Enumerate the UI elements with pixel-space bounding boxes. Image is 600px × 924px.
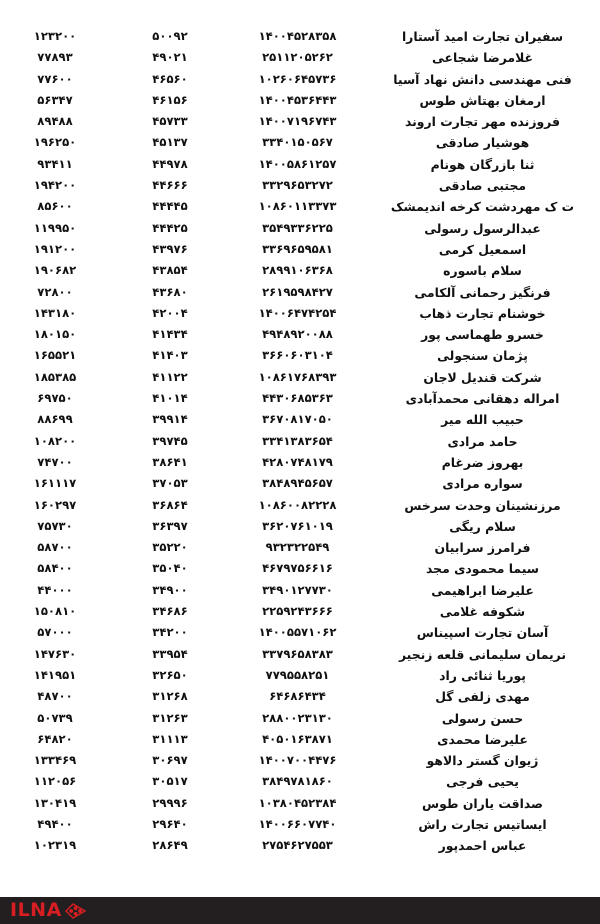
cell-value-b: ۳۸۶۴۱ — [152, 454, 188, 469]
cell-national-id: ۳۳۷۹۶۵۸۳۸۳ — [262, 646, 333, 661]
cell-value-a: ۱۵۰۸۱۰ — [33, 604, 77, 619]
cell-value-a: ۱۱۲۰۵۶ — [33, 774, 77, 789]
cell-value-b: ۴۱۴۳۴ — [152, 327, 188, 342]
cell-value-b: ۴۴۹۷۸ — [152, 156, 188, 171]
cell-name: خوشنام تجارت ذهاب — [419, 305, 546, 321]
cell-name: امراله دهقانی محمدآبادی — [405, 391, 560, 407]
cell-value-a: ۵۰۷۳۹ — [37, 710, 73, 725]
cell-value-a: ۸۹۴۸۸ — [37, 114, 73, 129]
cell-name: مجتبی صادقی — [438, 178, 527, 194]
cell-value-a: ۴۸۷۰۰ — [37, 689, 73, 704]
cell-name: فروزنده مهر تجارت اروند — [405, 114, 560, 130]
table-row — [0, 90, 600, 111]
cell-name: صداقت یاران طوس — [421, 795, 544, 811]
cell-name: ارمغان بهتاش طوس — [419, 92, 546, 108]
cell-value-b: ۴۹۰۲۱ — [152, 50, 188, 65]
cell-name: حسن رسولی — [441, 710, 524, 726]
cell-name: فنی مهندسی دانش نهاد آسیا — [393, 71, 572, 87]
table-row — [0, 558, 600, 579]
table-row — [0, 686, 600, 707]
cell-national-id: ۱۴۰۰۷۱۹۶۷۴۳ — [258, 114, 337, 129]
cell-value-a: ۵۸۷۰۰ — [37, 540, 73, 555]
cell-value-a: ۱۸۰۱۵۰ — [33, 327, 77, 342]
cell-value-b: ۴۴۶۶۶ — [152, 178, 188, 193]
cell-value-b: ۵۰۰۹۲ — [152, 29, 188, 43]
cell-national-id: ۷۷۹۵۵۸۲۵۱ — [265, 667, 330, 682]
cell-value-a: ۱۹۶۲۵۰ — [33, 135, 77, 150]
table-row — [0, 303, 600, 324]
cell-national-id: ۱۴۰۰۷۰۰۴۴۷۶ — [258, 753, 337, 768]
cell-national-id: ۳۶۲۰۷۶۱۰۱۹ — [262, 518, 333, 533]
cell-value-b: ۳۴۲۰۰ — [152, 625, 188, 640]
cell-national-id: ۱۴۰۰۶۶۰۷۷۴۰ — [258, 816, 337, 831]
cell-value-b: ۲۸۶۴۹ — [152, 838, 188, 853]
table-row — [0, 239, 600, 260]
cell-value-b: ۴۳۹۷۶ — [152, 241, 188, 256]
table-row — [0, 622, 600, 643]
cell-national-id: ۳۳۴۱۳۸۳۶۵۴ — [262, 433, 333, 448]
cell-national-id: ۲۷۵۴۶۲۷۵۵۳ — [262, 838, 333, 853]
cell-name: ثنا بازرگان هونام — [430, 156, 535, 172]
cell-name: فرامرز سرابیان — [434, 540, 531, 556]
cell-value-a: ۱۹۱۲۰۰ — [33, 241, 77, 256]
cell-national-id: ۳۴۹۰۱۲۷۷۳۰ — [262, 582, 333, 597]
cell-name: سلام ریگی — [449, 518, 516, 534]
cell-value-a: ۱۹۰۶۸۲ — [33, 263, 77, 278]
cell-name: نریمان سلیمانی قلعه زنجیر — [398, 646, 567, 662]
cell-value-b: ۴۶۱۵۶ — [152, 92, 188, 107]
ilna-logo[interactable] — [10, 901, 87, 920]
table-row — [0, 154, 600, 175]
cell-value-b: ۳۹۹۱۴ — [152, 412, 188, 427]
table-row — [0, 537, 600, 558]
cell-value-b: ۴۴۴۲۵ — [152, 220, 188, 235]
cell-value-a: ۱۳۳۴۶۹ — [33, 753, 77, 768]
cell-value-a: ۴۹۴۰۰ — [37, 816, 73, 831]
cell-value-a: ۱۶۵۵۲۱ — [33, 348, 77, 363]
cell-national-id: ۱۰۳۸۰۴۵۲۳۸۴ — [258, 795, 337, 810]
cell-national-id: ۹۳۲۳۲۲۵۴۹ — [265, 540, 330, 555]
table-row — [0, 644, 600, 665]
cell-value-b: ۳۰۶۹۷ — [152, 753, 188, 768]
cell-national-id: ۱۴۰۰۵۸۶۱۲۵۷ — [258, 156, 337, 171]
cell-value-b: ۳۶۳۹۷ — [152, 518, 188, 533]
cell-name: یحیی فرجی — [446, 774, 519, 790]
cell-name: اسمعیل کرمی — [438, 241, 527, 257]
table-row — [0, 495, 600, 516]
cell-value-a: ۸۵۶۰۰ — [37, 199, 73, 214]
cell-name: بهروز ضرغام — [441, 454, 524, 470]
cell-value-b: ۳۱۲۶۸ — [152, 689, 188, 704]
cell-national-id: ۱۰۸۶۰۰۸۲۲۲۸ — [258, 497, 337, 512]
cell-value-b: ۳۰۵۱۷ — [152, 774, 188, 789]
cell-national-id: ۱۰۲۶۰۶۴۵۷۳۶ — [258, 71, 337, 86]
table-row — [0, 409, 600, 430]
cell-national-id: ۲۶۱۹۵۹۸۴۲۷ — [262, 284, 333, 299]
data-table — [0, 26, 600, 857]
cell-name: سیما محمودی مجد — [426, 561, 539, 577]
cell-value-a: ۷۴۷۰۰ — [37, 454, 73, 469]
cell-national-id: ۶۴۶۸۶۴۳۴ — [269, 689, 326, 704]
cell-value-a: ۵۷۰۰۰ — [37, 625, 73, 640]
cell-national-id: ۴۲۸۰۷۴۸۱۷۹ — [262, 454, 333, 469]
cell-value-b: ۴۳۸۵۴ — [152, 263, 188, 278]
table-row — [0, 26, 600, 47]
table-row — [0, 132, 600, 153]
table-row — [0, 473, 600, 494]
cell-national-id: ۴۹۴۸۹۲۰۰۸۸ — [262, 327, 333, 342]
table-row — [0, 580, 600, 601]
cell-name: شکوفه غلامی — [439, 604, 526, 620]
cell-value-b: ۴۴۴۴۵ — [152, 199, 188, 214]
cell-name: فرنگیز رحمانی آلکامی — [414, 284, 551, 300]
cell-value-a: ۵۸۴۰۰ — [37, 561, 73, 576]
cell-national-id: ۱۰۸۶۰۱۱۳۳۷۳ — [258, 199, 337, 214]
footer-bar — [0, 897, 600, 924]
cell-name: غلامرضا شجاعی — [432, 50, 533, 66]
cell-value-a: ۴۴۰۰۰ — [37, 582, 73, 597]
cell-value-b: ۴۵۱۳۷ — [152, 135, 188, 150]
arrow-dots-mark-icon — [65, 903, 87, 919]
table-row — [0, 835, 600, 856]
table-row — [0, 175, 600, 196]
table-row — [0, 111, 600, 132]
cell-value-a: ۱۰۲۳۱۹ — [33, 838, 77, 853]
cell-value-a: ۱۴۳۱۸۰ — [33, 305, 77, 320]
table-row — [0, 69, 600, 90]
cell-name: پژمان سنجولی — [437, 348, 528, 364]
table-body — [0, 26, 600, 857]
cell-national-id: ۲۸۸۰۰۲۳۱۳۰ — [262, 710, 333, 725]
cell-value-a: ۶۹۷۵۰ — [37, 391, 73, 406]
cell-value-a: ۱۲۳۲۰۰ — [33, 29, 77, 43]
cell-value-b: ۴۱۰۱۴ — [152, 391, 188, 406]
cell-national-id: ۳۸۴۹۷۸۱۸۶۰ — [262, 774, 333, 789]
cell-value-b: ۴۱۴۰۳ — [152, 348, 188, 363]
cell-national-id: ۳۸۴۸۹۴۵۶۵۷ — [262, 476, 333, 491]
cell-value-b: ۳۴۹۰۰ — [152, 582, 188, 597]
cell-national-id: ۳۵۴۹۳۳۶۲۲۵ — [262, 220, 333, 235]
cell-value-a: ۵۶۳۴۷ — [37, 92, 73, 107]
table-row — [0, 388, 600, 409]
table-row — [0, 750, 600, 771]
cell-name: سفیران تجارت امید آستارا — [401, 29, 564, 44]
cell-national-id: ۴۶۷۹۷۵۶۶۱۶ — [262, 561, 333, 576]
cell-value-a: ۱۸۵۳۸۵ — [33, 369, 77, 384]
cell-name: عباس احمدپور — [438, 838, 527, 854]
cell-name: ژیوان گستر دالاهو — [426, 753, 539, 769]
cell-national-id: ۲۸۹۹۱۰۶۳۶۸ — [262, 263, 333, 278]
cell-national-id: ۳۶۶۰۶۰۳۱۰۴ — [262, 348, 333, 363]
table-row — [0, 345, 600, 366]
table-row — [0, 431, 600, 452]
cell-value-b: ۴۳۶۸۰ — [152, 284, 188, 299]
cell-value-b: ۳۵۰۴۰ — [152, 561, 188, 576]
cell-value-a: ۶۴۸۲۰ — [37, 731, 73, 746]
cell-value-a: ۸۸۶۹۹ — [37, 412, 73, 427]
table-row — [0, 367, 600, 388]
cell-name: حامد مرادی — [447, 433, 518, 449]
table-row — [0, 708, 600, 729]
cell-value-b: ۳۴۶۸۶ — [152, 604, 188, 619]
table-row — [0, 452, 600, 473]
cell-national-id: ۱۴۰۰۴۵۳۶۴۴۳ — [258, 92, 337, 107]
cell-national-id: ۱۴۰۰۵۵۷۱۰۶۲ — [258, 625, 337, 640]
cell-value-b: ۲۹۶۴۰ — [152, 816, 188, 831]
cell-value-b: ۳۵۲۲۰ — [152, 540, 188, 555]
cell-name: مهدی زلفی گل — [435, 689, 530, 705]
table-row — [0, 47, 600, 68]
ilna-logo-text: ILNA — [10, 899, 62, 921]
cell-value-a: ۱۱۹۹۵۰ — [33, 220, 77, 235]
cell-value-a: ۷۲۸۰۰ — [37, 284, 73, 299]
cell-name: مرزنشینان وحدت سرخس — [404, 497, 561, 513]
cell-value-b: ۳۳۹۵۴ — [152, 646, 188, 661]
cell-value-b: ۴۵۷۳۳ — [152, 114, 188, 129]
table-row — [0, 516, 600, 537]
table-row — [0, 324, 600, 345]
cell-value-b: ۳۲۶۵۰ — [152, 667, 188, 682]
cell-national-id: ۱۴۰۰۴۵۲۸۳۵۸ — [258, 29, 337, 43]
table-row — [0, 218, 600, 239]
cell-name: هوشیار صادقی — [435, 135, 530, 151]
cell-value-b: ۲۹۹۹۶ — [152, 795, 188, 810]
cell-value-a: ۹۳۴۱۱ — [37, 156, 73, 171]
table-row — [0, 282, 600, 303]
cell-national-id: ۴۴۳۰۶۸۵۳۶۳ — [262, 391, 333, 406]
cell-value-b: ۳۶۸۶۴ — [152, 497, 188, 512]
cell-name: علیرضا ابراهیمی — [431, 582, 534, 598]
table-row — [0, 601, 600, 622]
cell-value-a: ۱۴۱۹۵۱ — [33, 667, 77, 682]
cell-national-id: ۲۲۵۹۲۴۳۶۶۶ — [262, 604, 333, 619]
cell-value-b: ۳۷۰۵۳ — [152, 476, 188, 491]
cell-value-b: ۳۱۲۶۳ — [152, 710, 188, 725]
table-row — [0, 260, 600, 281]
table-row — [0, 729, 600, 750]
cell-name: ت ک مهردشت کرخه اندیمشک — [390, 199, 575, 215]
cell-national-id: ۳۳۴۰۱۵۰۵۶۷ — [262, 135, 333, 150]
cell-national-id: ۲۵۱۱۲۰۵۲۶۲ — [262, 50, 333, 65]
cell-value-a: ۱۶۰۲۹۷ — [33, 497, 77, 512]
cell-name: خسرو طهماسی پور — [421, 327, 544, 343]
table-row — [0, 196, 600, 217]
cell-name: ایساتیس تجارت راش — [418, 816, 547, 832]
cell-value-a: ۷۷۶۰۰ — [37, 71, 73, 86]
cell-national-id: ۱۴۰۰۶۴۷۴۲۵۴ — [258, 305, 337, 320]
cell-value-b: ۳۱۱۱۳ — [152, 731, 188, 746]
cell-value-b: ۴۱۱۲۲ — [152, 369, 188, 384]
cell-name: سواره مرادی — [442, 476, 523, 492]
cell-value-a: ۱۹۴۲۰۰ — [33, 178, 77, 193]
table-row — [0, 665, 600, 686]
cell-national-id: ۱۰۸۶۱۷۶۸۳۹۳ — [258, 369, 337, 384]
table-row — [0, 771, 600, 792]
cell-name: عبدالرسول رسولی — [424, 220, 541, 236]
cell-national-id: ۳۳۲۹۶۵۳۲۷۲ — [262, 178, 333, 193]
cell-name: پوریا ثنائی راد — [439, 667, 526, 683]
cell-name: شرکت قندیل لاجان — [423, 369, 542, 385]
cell-value-a: ۱۳۰۴۱۹ — [33, 795, 77, 810]
cell-value-b: ۴۲۰۰۴ — [152, 305, 188, 320]
cell-value-a: ۷۷۸۹۳ — [37, 50, 73, 65]
cell-name: سلام باسوره — [443, 263, 522, 279]
cell-name: آسان تجارت اسپیناس — [416, 625, 549, 641]
cell-value-b: ۳۹۷۴۵ — [152, 433, 188, 448]
table-row — [0, 814, 600, 835]
cell-name: علیرضا محمدی — [437, 731, 528, 747]
cell-name: حبیب الله میر — [441, 412, 524, 428]
cell-value-b: ۴۶۵۶۰ — [152, 71, 188, 86]
cell-national-id: ۳۶۷۰۸۱۷۰۵۰ — [262, 412, 333, 427]
cell-national-id: ۳۳۶۹۶۵۹۵۸۱ — [262, 241, 333, 256]
cell-value-a: ۷۵۷۳۰ — [37, 518, 73, 533]
cell-value-a: ۱۰۸۲۰۰ — [33, 433, 77, 448]
cell-value-a: ۱۴۷۶۳۰ — [33, 646, 77, 661]
table-row — [0, 793, 600, 814]
cell-value-a: ۱۶۱۱۱۷ — [33, 476, 77, 491]
cell-national-id: ۴۰۵۰۱۶۳۸۷۱ — [262, 731, 333, 746]
